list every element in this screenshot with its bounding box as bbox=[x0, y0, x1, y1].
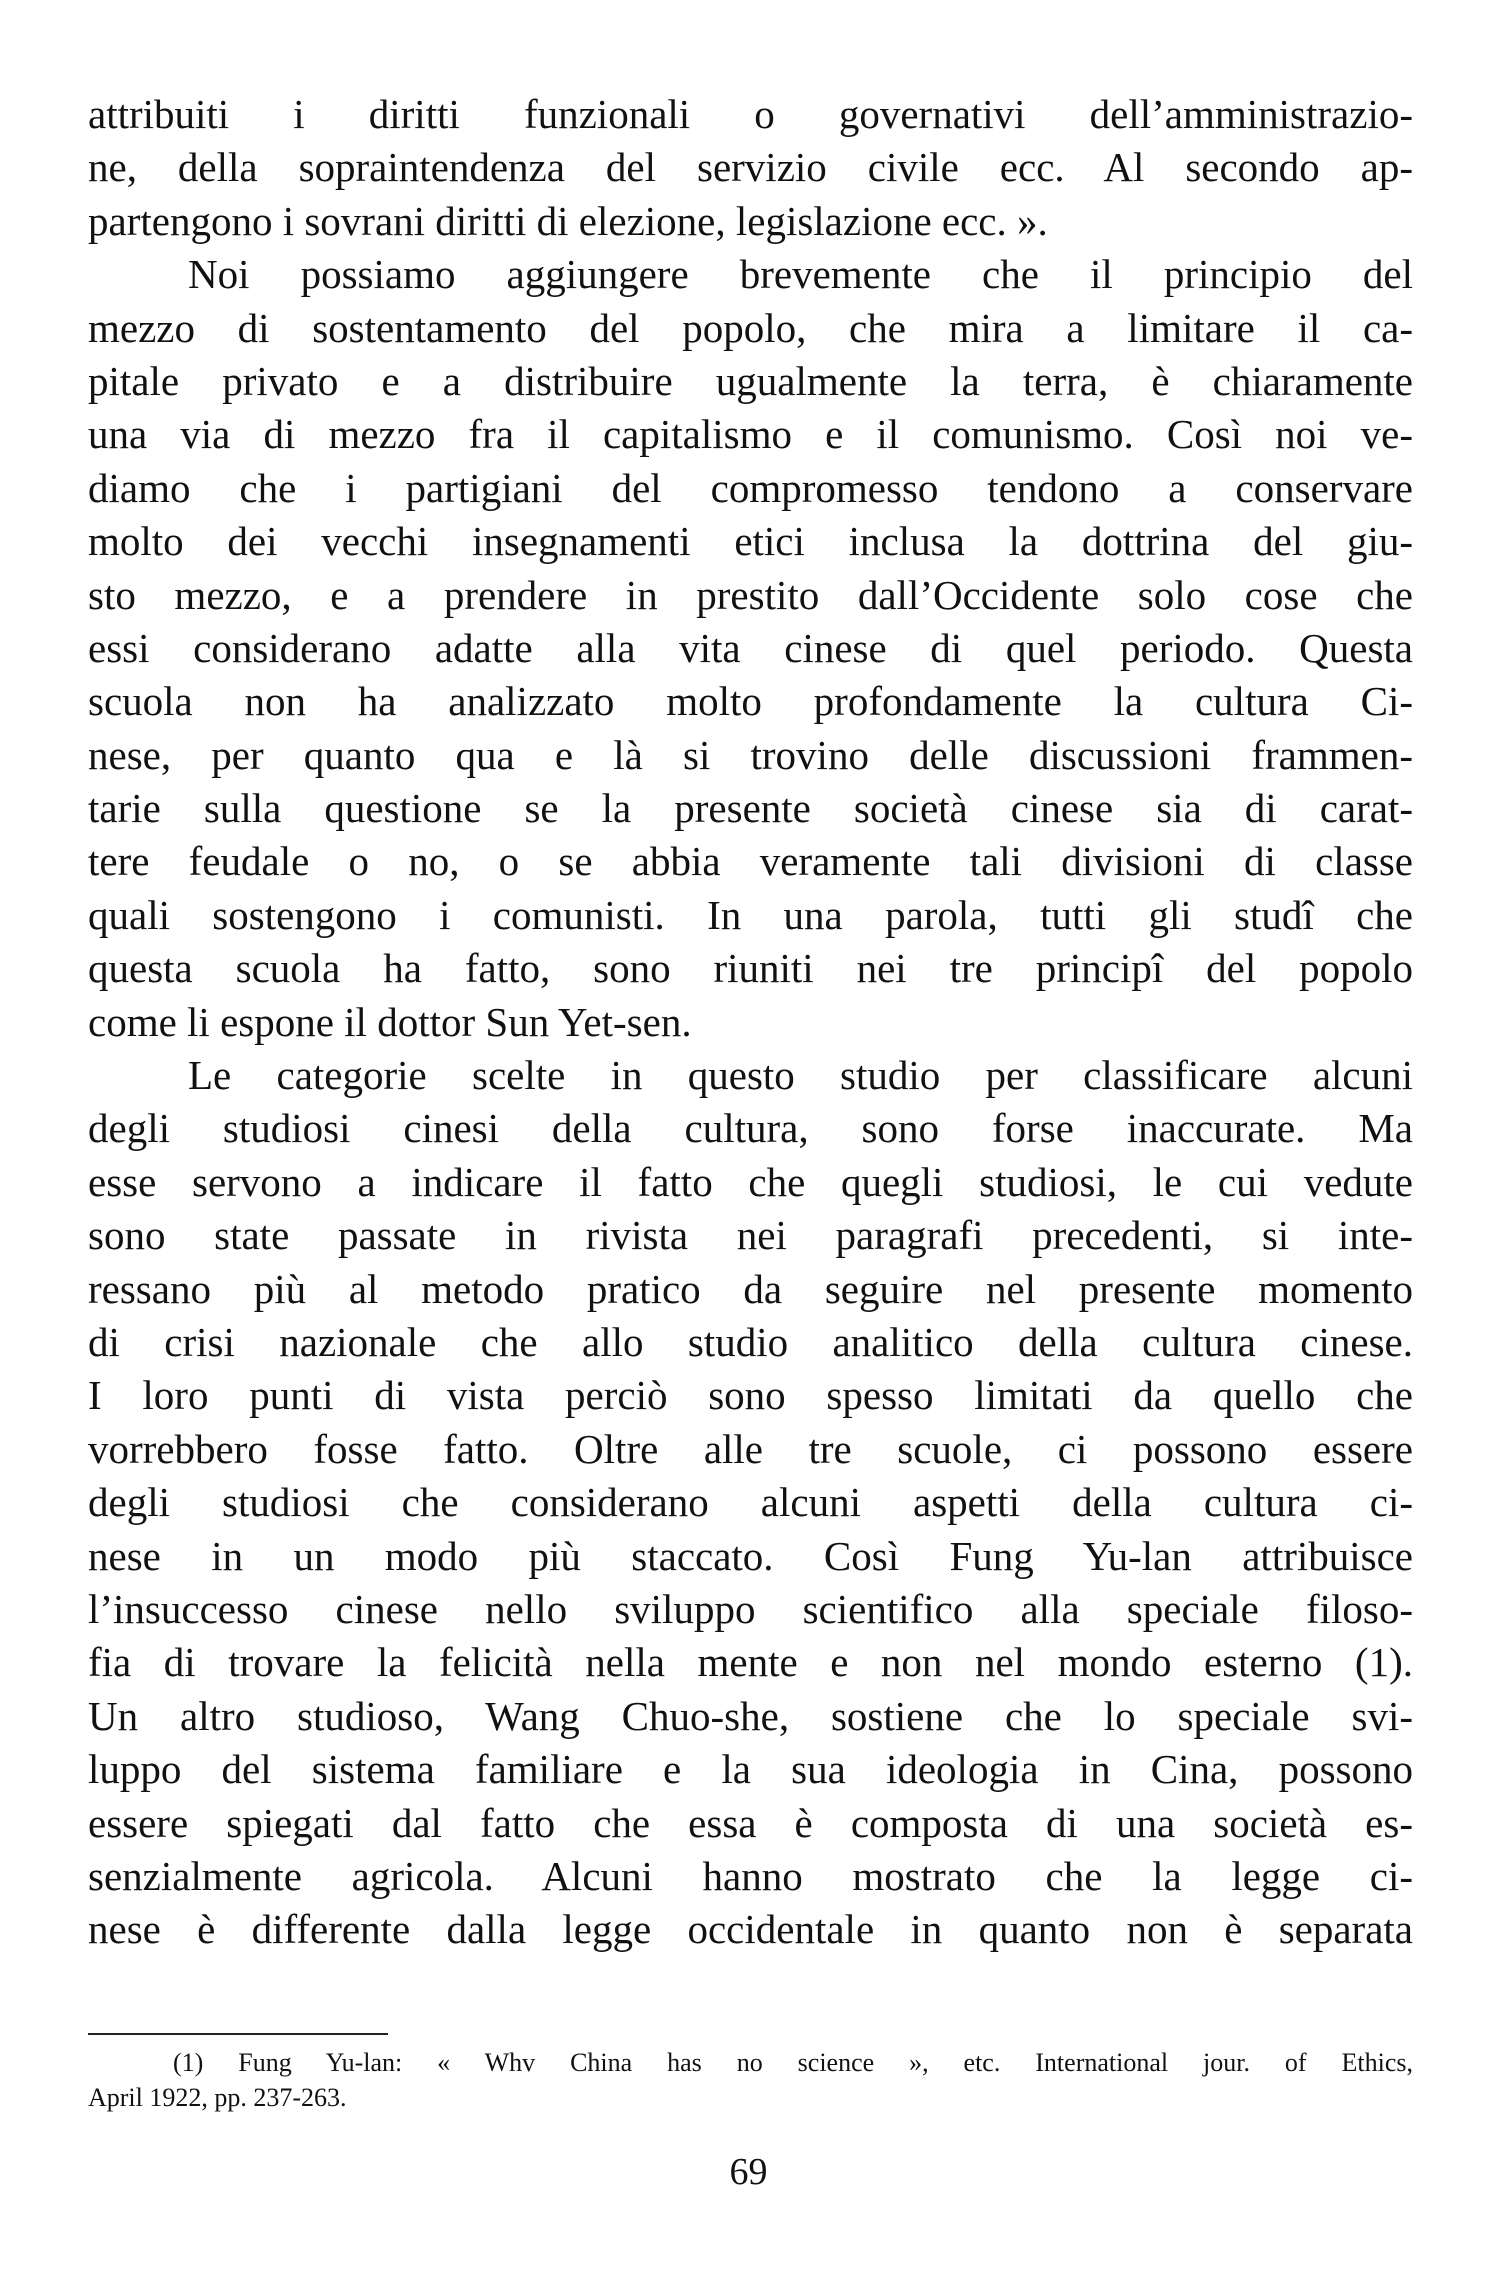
body-text bbox=[88, 88, 1413, 1957]
text-line: una via di mezzo fra il capitalismo e il comunismo. Così noi ve- bbox=[88, 411, 1413, 458]
text-line: ne, della sopraintendenza del servizio civile ecc. Al secondo ap- bbox=[88, 144, 1413, 191]
text-line: scuola non ha analizzato molto profondamente la cultura Ci- bbox=[88, 678, 1413, 725]
text-line: esse servono a indicare il fatto che quegli studiosi, le cui vedute bbox=[88, 1158, 1413, 1205]
text-line: senzialmente agricola. Alcuni hanno mostrato che la legge ci- bbox=[88, 1852, 1413, 1899]
text-line: di crisi nazionale che allo studio analitico della cultura cinese. bbox=[88, 1318, 1413, 1365]
text-line: I loro punti di vista perciò sono spesso limitati da quello che bbox=[88, 1372, 1413, 1419]
text-line: sto mezzo, e a prendere in prestito dall’Occidente solo cose che bbox=[88, 571, 1413, 618]
paragraph-first-line: Le categorie scelte in questo studio per classificare alcuni bbox=[188, 1052, 1413, 1099]
text-line: vorrebbero fosse fatto. Oltre alle tre scuole, ci possono essere bbox=[88, 1425, 1413, 1472]
text-line: tarie sulla questione se la presente società cinese sia di carat- bbox=[88, 785, 1413, 832]
text-line: attribuiti i diritti funzionali o governativi dell’amministrazio- bbox=[88, 91, 1413, 137]
text-line: fia di trovare la felicità nella mente e non nel mondo esterno (1). bbox=[88, 1639, 1413, 1686]
text-line: degli studiosi che considerano alcuni aspetti della cultura ci- bbox=[88, 1479, 1413, 1526]
text-line: nese in un modo più staccato. Così Fung Yu-lan attribuisce bbox=[88, 1532, 1413, 1579]
text-line: quali sostengono i comunisti. In una parola, tutti gli studî che bbox=[88, 891, 1413, 938]
text-line: degli studiosi cinesi della cultura, sono forse inaccurate. Ma bbox=[88, 1105, 1413, 1152]
text-line: nese è differente dalla legge occidentale in quanto non è separata bbox=[88, 1906, 1413, 1953]
text-line: molto dei vecchi insegnamenti etici inclusa la dottrina del giu- bbox=[88, 518, 1413, 565]
text-line: partengono i sovrani diritti di elezione, legislazione ecc. ». bbox=[88, 197, 1048, 244]
paragraph-first-line: Noi possiamo aggiungere brevemente che il principio del bbox=[188, 251, 1413, 298]
footnote-divider bbox=[88, 2033, 388, 2035]
text-line: mezzo di sostentamento del popolo, che mira a limitare il ca- bbox=[88, 304, 1413, 351]
footnote bbox=[88, 2045, 1413, 2115]
text-line: nese, per quanto qua e là si trovino delle discussioni frammen- bbox=[88, 731, 1413, 778]
text-line: come li espone il dottor Sun Yet-sen. bbox=[88, 998, 692, 1045]
text-line: diamo che i partigiani del compromesso tendono a conservare bbox=[88, 464, 1413, 511]
text-line: l’insuccesso cinese nello sviluppo scientifico alla speciale filoso- bbox=[88, 1585, 1413, 1632]
footnote-line: April 1922, pp. 237-263. bbox=[88, 2083, 347, 2112]
text-line: tere feudale o no, o se abbia veramente tali divisioni di classe bbox=[88, 838, 1413, 885]
text-line: luppo del sistema familiare e la sua ideologia in Cina, possono bbox=[88, 1746, 1413, 1793]
page-number: 69 bbox=[729, 2151, 768, 2193]
text-line: essi considerano adatte alla vita cinese di quel periodo. Questa bbox=[88, 624, 1413, 671]
text-line: questa scuola ha fatto, sono riuniti nei tre principî del popolo bbox=[88, 945, 1413, 992]
text-line: ressano più al metodo pratico da seguire nel presente momento bbox=[88, 1265, 1413, 1312]
text-line: essere spiegati dal fatto che essa è composta di una società es- bbox=[88, 1799, 1413, 1846]
footnote-line: (1) Fung Yu-lan: « Whv China has no science », etc. International jour. of Ethics, bbox=[173, 2048, 1413, 2077]
text-line: sono state passate in rivista nei paragrafi precedenti, si inte- bbox=[88, 1212, 1413, 1259]
text-line: Un altro studioso, Wang Chuo-she, sostiene che lo speciale svi- bbox=[88, 1692, 1413, 1739]
text-line: pitale privato e a distribuire ugualmente la terra, è chiaramente bbox=[88, 357, 1413, 404]
